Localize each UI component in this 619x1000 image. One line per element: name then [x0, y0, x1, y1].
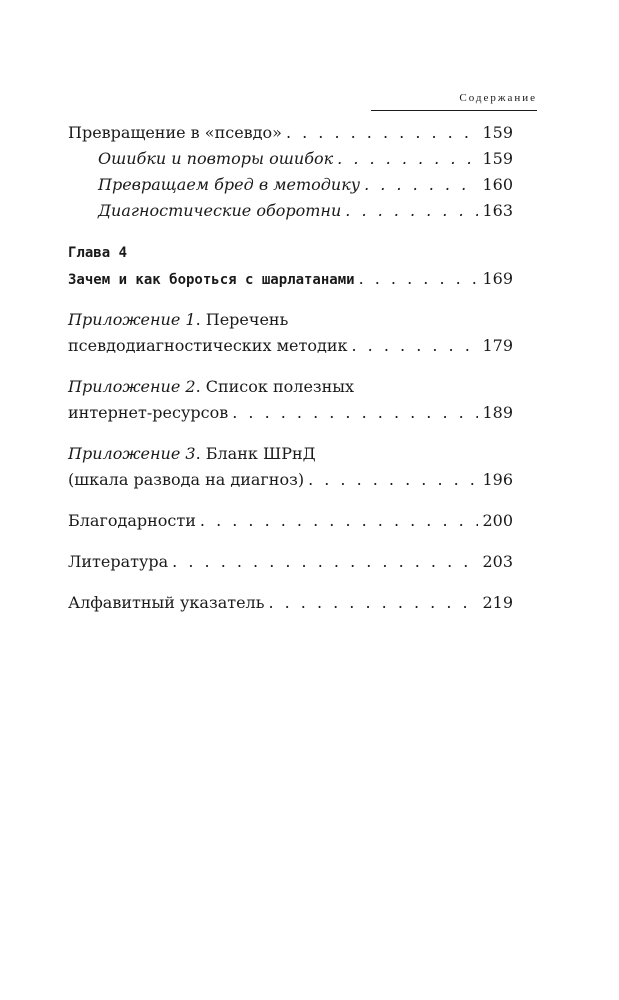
spacer [68, 575, 513, 590]
appendix-label: Приложение 2 [68, 377, 196, 396]
toc-entry-app1-line1[interactable] [68, 307, 513, 333]
leader-dots [268, 590, 478, 616]
leader-dots [352, 333, 479, 359]
appendix-label: Приложение 3 [68, 444, 196, 463]
toc-subentry-method[interactable] [68, 172, 513, 198]
toc-entry-literature[interactable] [68, 549, 513, 575]
toc-subentry-errors[interactable] [68, 146, 513, 172]
leader-dots [359, 266, 479, 292]
toc-subentry-werewolves[interactable] [68, 198, 513, 224]
toc-page-number: 179 [482, 336, 513, 355]
toc-entry-title: Литература [68, 552, 169, 571]
toc-page-number: 189 [482, 403, 513, 422]
toc-entry-title: интернет-ресурсов [68, 403, 229, 422]
toc-page-number: 219 [482, 593, 513, 612]
toc-entry-app1[interactable] [68, 333, 513, 359]
toc-page-number: 169 [482, 269, 513, 288]
chapter-4-label: Глава 4 [68, 245, 128, 261]
toc-entry-title: Превращение в «псевдо» [68, 123, 282, 142]
spacer [68, 359, 513, 374]
appendix-title: . Список полезных [195, 377, 355, 396]
toc-entry-app2[interactable] [68, 400, 513, 426]
leader-dots [337, 146, 478, 172]
toc-entry-app3-line1[interactable] [68, 441, 513, 467]
table-of-contents [68, 120, 513, 616]
toc-entry-title: Диагностические оборотни [98, 201, 342, 220]
spacer [68, 292, 513, 307]
header-rule [371, 110, 537, 111]
leader-dots [172, 549, 478, 575]
toc-entry-app2-line1[interactable] [68, 374, 513, 400]
toc-page-number: 160 [482, 175, 513, 194]
toc-entry-title: Алфавитный указатель [68, 593, 265, 612]
toc-entry-app3[interactable] [68, 467, 513, 493]
toc-page-number: 203 [482, 552, 513, 571]
toc-page-number: 196 [482, 470, 513, 489]
leader-dots [364, 172, 478, 198]
leader-dots [232, 400, 478, 426]
toc-entry-title: Превращаем бред в методику [98, 175, 361, 194]
toc-entry-title: Благодарности [68, 511, 196, 530]
toc-entry-title: Зачем и как бороться с шарлатанами [68, 272, 355, 288]
toc-page-number: 159 [482, 149, 513, 168]
toc-entry-title: псевдодиагностических методик [68, 336, 348, 355]
leader-dots [345, 198, 478, 224]
toc-page-number: 200 [482, 511, 513, 530]
appendix-title: . Перечень [195, 310, 289, 329]
toc-entry-index[interactable] [68, 590, 513, 616]
toc-entry-pseudo[interactable] [68, 120, 513, 146]
spacer [68, 534, 513, 549]
running-head: Содержание [459, 92, 537, 104]
spacer [68, 224, 513, 240]
leader-dots [200, 508, 479, 534]
toc-entry-title: (шкала развода на диагноз) [68, 470, 305, 489]
toc-page-number: 163 [482, 201, 513, 220]
appendix-title: . Бланк ШРнД [195, 444, 316, 463]
toc-entry-chapter-4[interactable] [68, 266, 513, 292]
spacer [68, 493, 513, 508]
leader-dots [286, 120, 479, 146]
leader-dots [308, 467, 478, 493]
toc-entry-title: Ошибки и повторы ошибок [98, 149, 334, 168]
spacer [68, 426, 513, 441]
toc-entry-thanks[interactable] [68, 508, 513, 534]
toc-page-number: 159 [482, 123, 513, 142]
appendix-label: Приложение 1 [68, 310, 196, 329]
